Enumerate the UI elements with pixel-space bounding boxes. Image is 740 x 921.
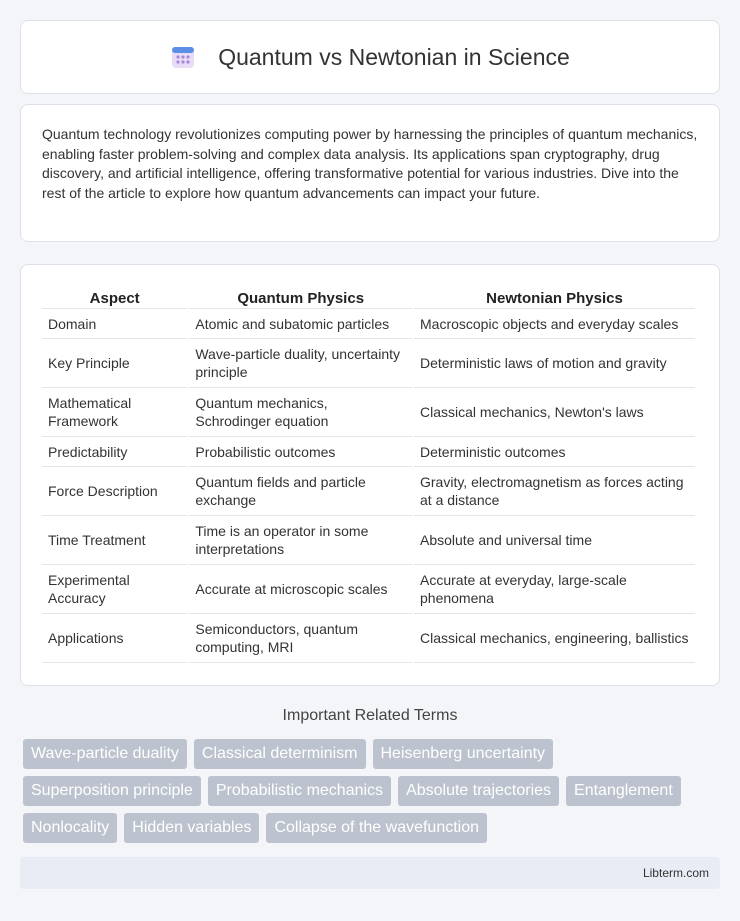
footer-site-link[interactable]: Libterm.com xyxy=(642,866,709,880)
column-header-aspect: Aspect xyxy=(42,287,187,309)
intro-card xyxy=(20,104,720,242)
table-cell: Macroscopic objects and everyday scales xyxy=(414,309,695,339)
column-header-quantum: Quantum Physics xyxy=(189,287,412,309)
header-card xyxy=(20,20,720,94)
table-cell: Quantum mechanics, Schrodinger equation xyxy=(189,388,412,437)
tag-nonlocality[interactable]: Nonlocality xyxy=(23,813,117,843)
table-row xyxy=(42,437,695,467)
table-cell: Semiconductors, quantum computing, MRI xyxy=(189,614,412,663)
table-cell: Time Treatment xyxy=(42,516,187,565)
calendar-icon xyxy=(170,44,196,70)
tag-wave-particle-duality[interactable]: Wave-particle duality xyxy=(23,739,187,769)
table-cell: Domain xyxy=(42,309,187,339)
table-row xyxy=(42,467,695,516)
table-cell: Deterministic laws of motion and gravity xyxy=(414,339,695,388)
table-cell: Atomic and subatomic particles xyxy=(189,309,412,339)
table-row xyxy=(42,565,695,614)
tag-entanglement[interactable]: Entanglement xyxy=(566,776,681,806)
footer xyxy=(20,857,720,889)
table-cell: Accurate at microscopic scales xyxy=(189,565,412,614)
table-header-row xyxy=(42,287,695,309)
table-cell: Quantum fields and particle exchange xyxy=(189,467,412,516)
tag-collapse-of-the-wavefunction[interactable]: Collapse of the wavefunction xyxy=(266,813,487,843)
table-cell: Key Principle xyxy=(42,339,187,388)
table-cell: Gravity, electromagnetism as forces acting at a distance xyxy=(414,467,695,516)
tag-absolute-trajectories[interactable]: Absolute trajectories xyxy=(398,776,559,806)
page-title: Quantum vs Newtonian in Science xyxy=(218,43,570,70)
table-cell: Absolute and universal time xyxy=(414,516,695,565)
table-cell: Experimental Accuracy xyxy=(42,565,187,614)
table-row xyxy=(42,516,695,565)
table-row xyxy=(42,614,695,663)
tag-superposition-principle[interactable]: Superposition principle xyxy=(23,776,201,806)
table-cell: Predictability xyxy=(42,437,187,467)
tag-heisenberg-uncertainty[interactable]: Heisenberg uncertainty xyxy=(373,739,554,769)
table-cell: Force Description xyxy=(42,467,187,516)
table-cell: Deterministic outcomes xyxy=(414,437,695,467)
table-cell: Accurate at everyday, large-scale phenomena xyxy=(414,565,695,614)
column-header-newtonian: Newtonian Physics xyxy=(414,287,695,309)
tag-hidden-variables[interactable]: Hidden variables xyxy=(124,813,259,843)
related-terms-title: Important Related Terms xyxy=(282,707,458,724)
table-cell: Probabilistic outcomes xyxy=(189,437,412,467)
table-row xyxy=(42,309,695,339)
table-cell: Applications xyxy=(42,614,187,663)
comparison-table xyxy=(40,287,697,663)
table-cell: Classical mechanics, engineering, ballistics xyxy=(414,614,695,663)
tag-row xyxy=(23,813,723,843)
tag-row xyxy=(23,776,723,806)
intro-text: Quantum technology revolutionizes computing power by harnessing the principles of quantum mechanics, enabling faster problem-solving and complex data analysis. Its applications span cryptography, drug discovery, and artificial intelligence, offering transformative potential for various industries. Dive into the rest of the article to explore how quantum advancements can impact your future. xyxy=(42,126,698,201)
tag-probabilistic-mechanics[interactable]: Probabilistic mechanics xyxy=(208,776,391,806)
table-cell: Mathematical Framework xyxy=(42,388,187,437)
table-row xyxy=(42,388,695,437)
comparison-table-card xyxy=(20,264,720,686)
title-wrap xyxy=(170,44,570,71)
table-cell: Classical mechanics, Newton's laws xyxy=(414,388,695,437)
related-terms-list xyxy=(23,739,723,850)
table-row xyxy=(42,339,695,388)
tag-classical-determinism[interactable]: Classical determinism xyxy=(194,739,366,769)
tag-row xyxy=(23,739,723,769)
table-cell: Wave-particle duality, uncertainty principle xyxy=(189,339,412,388)
table-cell: Time is an operator in some interpretations xyxy=(189,516,412,565)
